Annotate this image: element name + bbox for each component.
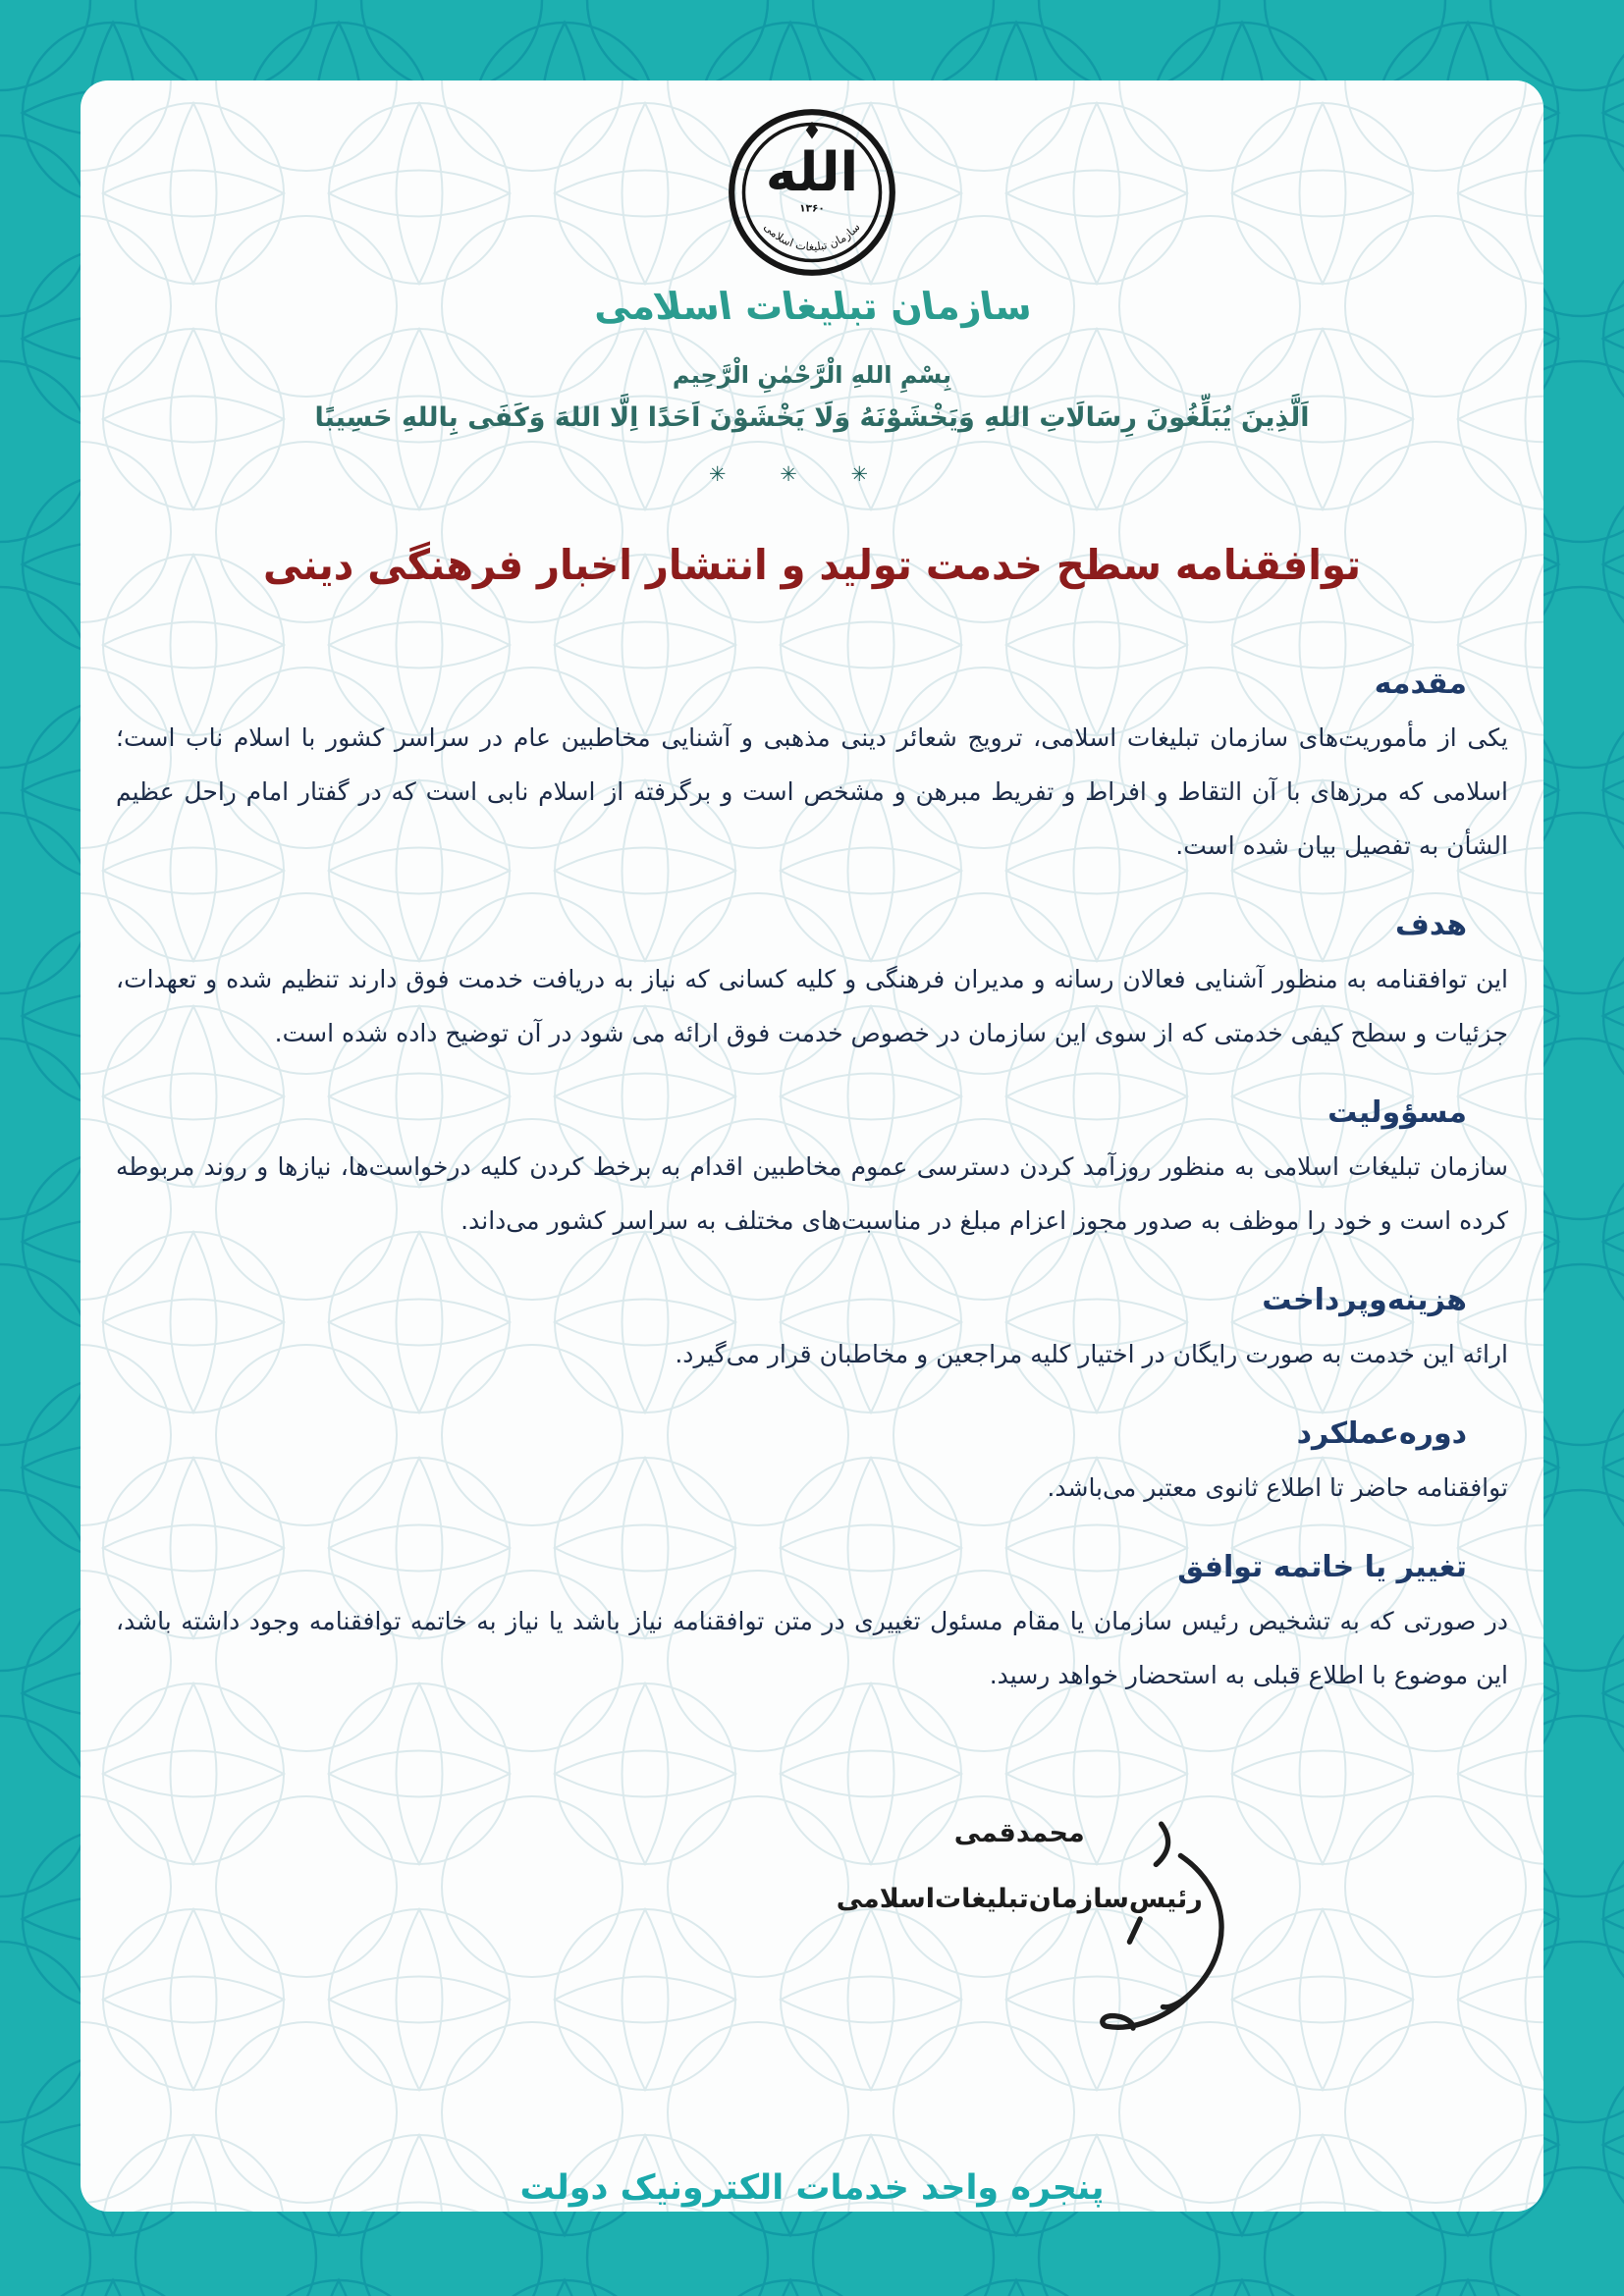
section-heading: هدف xyxy=(1395,908,1467,942)
section-heading: هزینه‌وپرداخت xyxy=(1262,1283,1467,1317)
handwritten-signature-icon xyxy=(1049,1816,1260,2047)
section-body: سازمان تبلیغات اسلامی به منظور روزآمد کردن دسترسی عموم مخاطبین اقدام به برخط کردن کلیه درخواست‌ها، نیازها و روند مربوطه کرده است و خود را موظف به صدور مجوز اعزام مبلغ در مناسبت‌های مختلف به سراسر کشور می‌داند. xyxy=(116,1152,1508,1235)
section-responsibility xyxy=(116,1095,1508,1248)
section-heading: تغییر یا خاتمه توافق xyxy=(1177,1550,1467,1584)
quran-verse-text: اَلَّذِینَ یُبَلِّغُونَ رِسَالَاتِ اللهِ وَیَخْشَوْنَهُ وَلَا یَخْشَوْنَ اَحَدًا اِلَّا اللهَ وَکَفَی بِاللهِ حَسِیبًا xyxy=(314,402,1310,433)
section-performance-period xyxy=(116,1416,1508,1515)
section-heading: دوره‌عملکرد xyxy=(1296,1416,1467,1451)
section-introduction xyxy=(116,667,1508,873)
emblem-year: ۱۳۶۰ xyxy=(799,202,825,215)
section-body: توافقنامه حاضر تا اطلاع ثانوی معتبر می‌باشد. xyxy=(1047,1473,1508,1502)
section-body: ارائه این خدمت به صورت رایگان در اختیار کلیه مراجعین و مخاطبان قرار می‌گیرد. xyxy=(675,1340,1508,1368)
bismillah-text: بِسْمِ اللهِ الْرَّحْمٰنِ الْرَّحِیم xyxy=(672,361,952,389)
section-body: یکی از مأموریت‌های سازمان تبلیغات اسلامی، ترویج شعائر دینی مذهبی و آشنایی مخاطبین عام در سراسر کشور با اسلام ناب است؛ اسلامی که مرزهای با آن التقاط و افراط و تفریط مبرهن و مشخص است و برگرفته از اسلام نابی است که در گفتار امام راحل عظیم الشأن به تفصیل بیان شده است. xyxy=(116,723,1508,860)
section-body: در صورتی که به تشخیص رئیس سازمان یا مقام مسئول تغییری در متن توافقنامه نیاز باشد یا نیاز به خاتمه توافقنامه وجود داشته باشد، این موضوع با اطلاع قبلی به استحضار خواهد رسید. xyxy=(116,1607,1508,1689)
sections-container xyxy=(116,667,1508,1702)
document-panel xyxy=(81,80,1543,2212)
organization-emblem-icon xyxy=(726,106,898,279)
asterisk-ornament-icon: ✳ ✳ ✳ xyxy=(708,462,893,486)
signatory-title: رئیس‌سازمان‌تبلیغات‌اسلامی xyxy=(836,1884,1203,1914)
document-title: توافقنامه سطح خدمت تولید و انتشار اخبار فرهنگی دینی xyxy=(262,541,1362,590)
organization-wordmark: سازمان تبلیغات اسلامی xyxy=(589,285,1035,328)
section-cost-payment xyxy=(116,1283,1508,1381)
section-heading: مسؤولیت xyxy=(1327,1095,1467,1130)
section-heading: مقدمه xyxy=(1374,667,1467,701)
signature-block xyxy=(823,1818,1216,1914)
emblem-arc-text: سازمان تبلیغات اسلامی xyxy=(761,220,863,254)
emblem-allah-calligraphy: الله xyxy=(765,140,859,204)
signatory-name: محمدقمی xyxy=(953,1818,1085,1848)
section-body: این توافقنامه به منظور آشنایی فعالان رسانه و مدیران فرهنگی و کلیه کسانی که نیاز به دریافت خدمت فوق دارند تنظیم شده و تعهدات، جزئیات و سطح کیفی خدمتی که از سوی این سازمان در خصوص خدمت فوق ارائه می شود در آن توضیح داده شده است. xyxy=(116,965,1508,1047)
document-content xyxy=(81,80,1543,2212)
footer-egov-text: پنجره واحد خدمات الکترونیک دولت xyxy=(519,2168,1105,2208)
section-goal xyxy=(116,908,1508,1060)
organization-logo xyxy=(116,106,1508,328)
section-change-termination xyxy=(116,1550,1508,1702)
